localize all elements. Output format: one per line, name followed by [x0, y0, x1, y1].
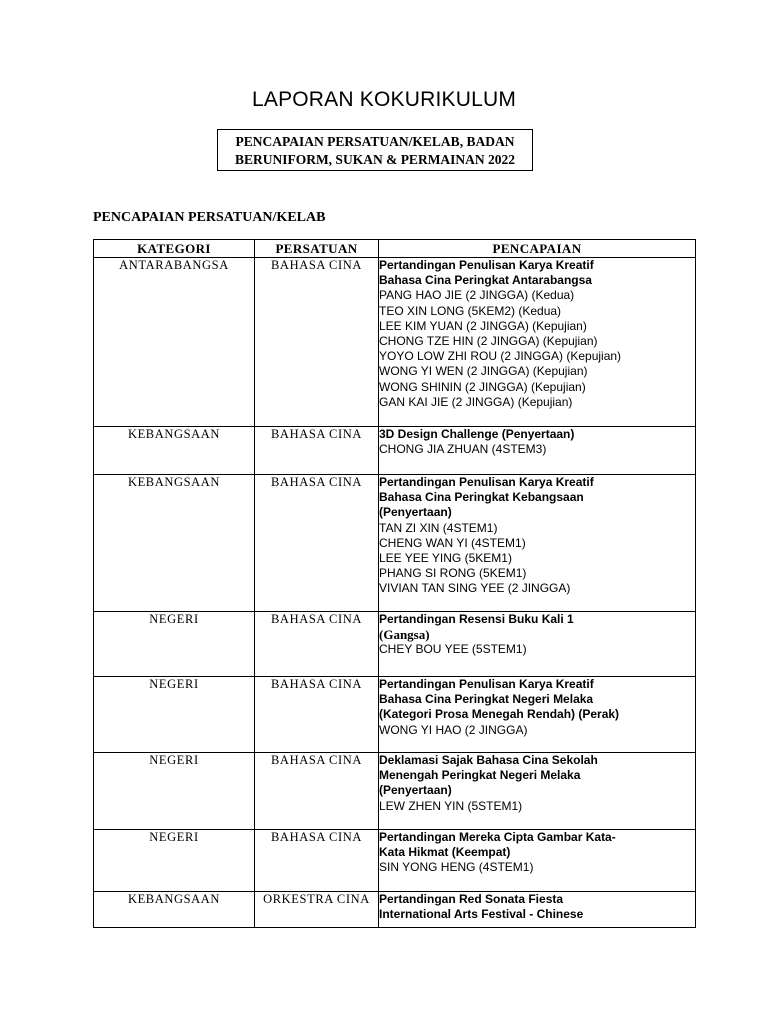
header-pencapaian: PENCAPAIAN: [379, 240, 696, 258]
pencapaian-cell: [379, 427, 696, 475]
kategori-cell: KEBANGSAAN: [94, 427, 255, 475]
kategori-cell: NEGERI: [94, 830, 255, 892]
table-row: [94, 753, 696, 830]
kategori-cell: NEGERI: [94, 753, 255, 830]
kategori-cell: ANTARABANGSA: [94, 258, 255, 427]
participant-entry: WONG YI HAO (2 JINGGA): [379, 722, 528, 737]
event-title-line: Pertandingan Mereka Cipta Gambar Kata-: [379, 830, 616, 844]
pencapaian-cell: [379, 258, 696, 427]
pencapaian-cell: [379, 892, 696, 928]
event-title-line: Bahasa Cina Peringkat Kebangsaan: [379, 490, 584, 505]
table-body: [94, 258, 696, 928]
table-row: [94, 427, 696, 475]
subtitle-line-1: PENCAPAIAN PERSATUAN/KELAB, BADAN: [235, 134, 515, 149]
participant-entry: GAN KAI JIE (2 JINGGA) (Kepujian): [379, 394, 573, 409]
pencapaian-cell: [379, 677, 696, 753]
persatuan-cell: BAHASA CINA: [255, 612, 379, 677]
participant-entry: PHANG SI RONG (5KEM1): [379, 566, 527, 581]
event-title-line: (Kategori Prosa Menegah Rendah) (Perak): [379, 707, 620, 722]
persatuan-cell: BAHASA CINA: [255, 677, 379, 753]
event-title-line: International Arts Festival - Chinese: [379, 907, 584, 922]
participant-entry: CHONG JIA ZHUAN (4STEM3): [379, 442, 547, 457]
kategori-cell: KEBANGSAAN: [94, 475, 255, 612]
participant-entry: PANG HAO JIE (2 JINGGA) (Kedua): [379, 288, 575, 303]
event-award: (Gangsa): [379, 627, 430, 643]
participant-entry: TAN ZI XIN (4STEM1): [379, 520, 498, 535]
participant-entry: CHENG WAN YI (4STEM1): [379, 535, 526, 550]
event-title-line: Pertandingan Penulisan Karya Kreatif: [379, 677, 594, 691]
participant-entry: WONG YI WEN (2 JINGGA) (Kepujian): [379, 364, 588, 379]
participant-entry: SIN YONG HENG (4STEM1): [379, 860, 534, 875]
table-row: [94, 892, 696, 928]
table-row: [94, 677, 696, 753]
participant-entry: CHEY BOU YEE (5STEM1): [379, 642, 527, 657]
participant-entry: LEE KIM YUAN (2 JINGGA) (Kepujian): [379, 318, 587, 333]
persatuan-cell: BAHASA CINA: [255, 258, 379, 427]
event-title-line: Menengah Peringkat Negeri Melaka: [379, 768, 581, 783]
table-row: [94, 258, 696, 427]
participant-entry: YOYO LOW ZHI ROU (2 JINGGA) (Kepujian): [379, 349, 622, 364]
kategori-cell: KEBANGSAAN: [94, 892, 255, 928]
pencapaian-cell: [379, 612, 696, 677]
event-title-line: Kata Hikmat (Keempat): [379, 845, 511, 860]
pencapaian-cell: [379, 475, 696, 612]
kategori-cell: NEGERI: [94, 612, 255, 677]
event-title-line: Pertandingan Resensi Buku Kali 1: [379, 612, 574, 626]
persatuan-cell: BAHASA CINA: [255, 475, 379, 612]
report-title: LAPORAN KOKURIKULUM: [251, 88, 517, 111]
event-title-line: 3D Design Challenge (Penyertaan): [379, 427, 575, 441]
participant-entry: WONG SHININ (2 JINGGA) (Kepujian): [379, 379, 586, 394]
participant-entry: VIVIAN TAN SING YEE (2 JINGGA): [379, 581, 571, 596]
event-title-line: Pertandingan Red Sonata Fiesta: [379, 892, 564, 906]
participant-entry: CHONG TZE HIN (2 JINGGA) (Kepujian): [379, 334, 598, 349]
persatuan-cell: BAHASA CINA: [255, 830, 379, 892]
achievement-table: [93, 239, 696, 928]
subtitle-line-2: BERUNIFORM, SUKAN & PERMAINAN 2022: [234, 152, 516, 167]
event-title-line: Bahasa Cina Peringkat Negeri Melaka: [379, 692, 594, 707]
persatuan-cell: ORKESTRA CINA: [255, 892, 379, 928]
event-title-line: Bahasa Cina Peringkat Antarabangsa: [379, 273, 592, 288]
event-title-line: Pertandingan Penulisan Karya Kreatif: [379, 475, 594, 489]
persatuan-cell: BAHASA CINA: [255, 753, 379, 830]
header-persatuan: PERSATUAN: [255, 240, 379, 258]
event-title-line: Pertandingan Penulisan Karya Kreatif: [379, 258, 594, 272]
section-heading: PENCAPAIAN PERSATUAN/KELAB: [93, 210, 326, 225]
persatuan-cell: BAHASA CINA: [255, 427, 379, 475]
event-title-line: (Penyertaan): [379, 783, 452, 798]
participant-entry: LEW ZHEN YIN (5STEM1): [379, 798, 523, 813]
table-row: [94, 612, 696, 677]
subtitle-box: [217, 129, 533, 171]
pencapaian-cell: [379, 753, 696, 830]
header-kategori: KATEGORI: [94, 240, 255, 258]
event-title-line: Deklamasi Sajak Bahasa Cina Sekolah: [379, 753, 598, 767]
event-title-line: (Penyertaan): [379, 505, 452, 520]
participant-entry: LEE YEE YING (5KEM1): [379, 551, 512, 566]
table-row: [94, 830, 696, 892]
table-header-row: [94, 240, 696, 258]
participant-entry: TEO XIN LONG (5KEM2) (Kedua): [379, 303, 562, 318]
kategori-cell: NEGERI: [94, 677, 255, 753]
pencapaian-cell: [379, 830, 696, 892]
table-row: [94, 475, 696, 612]
